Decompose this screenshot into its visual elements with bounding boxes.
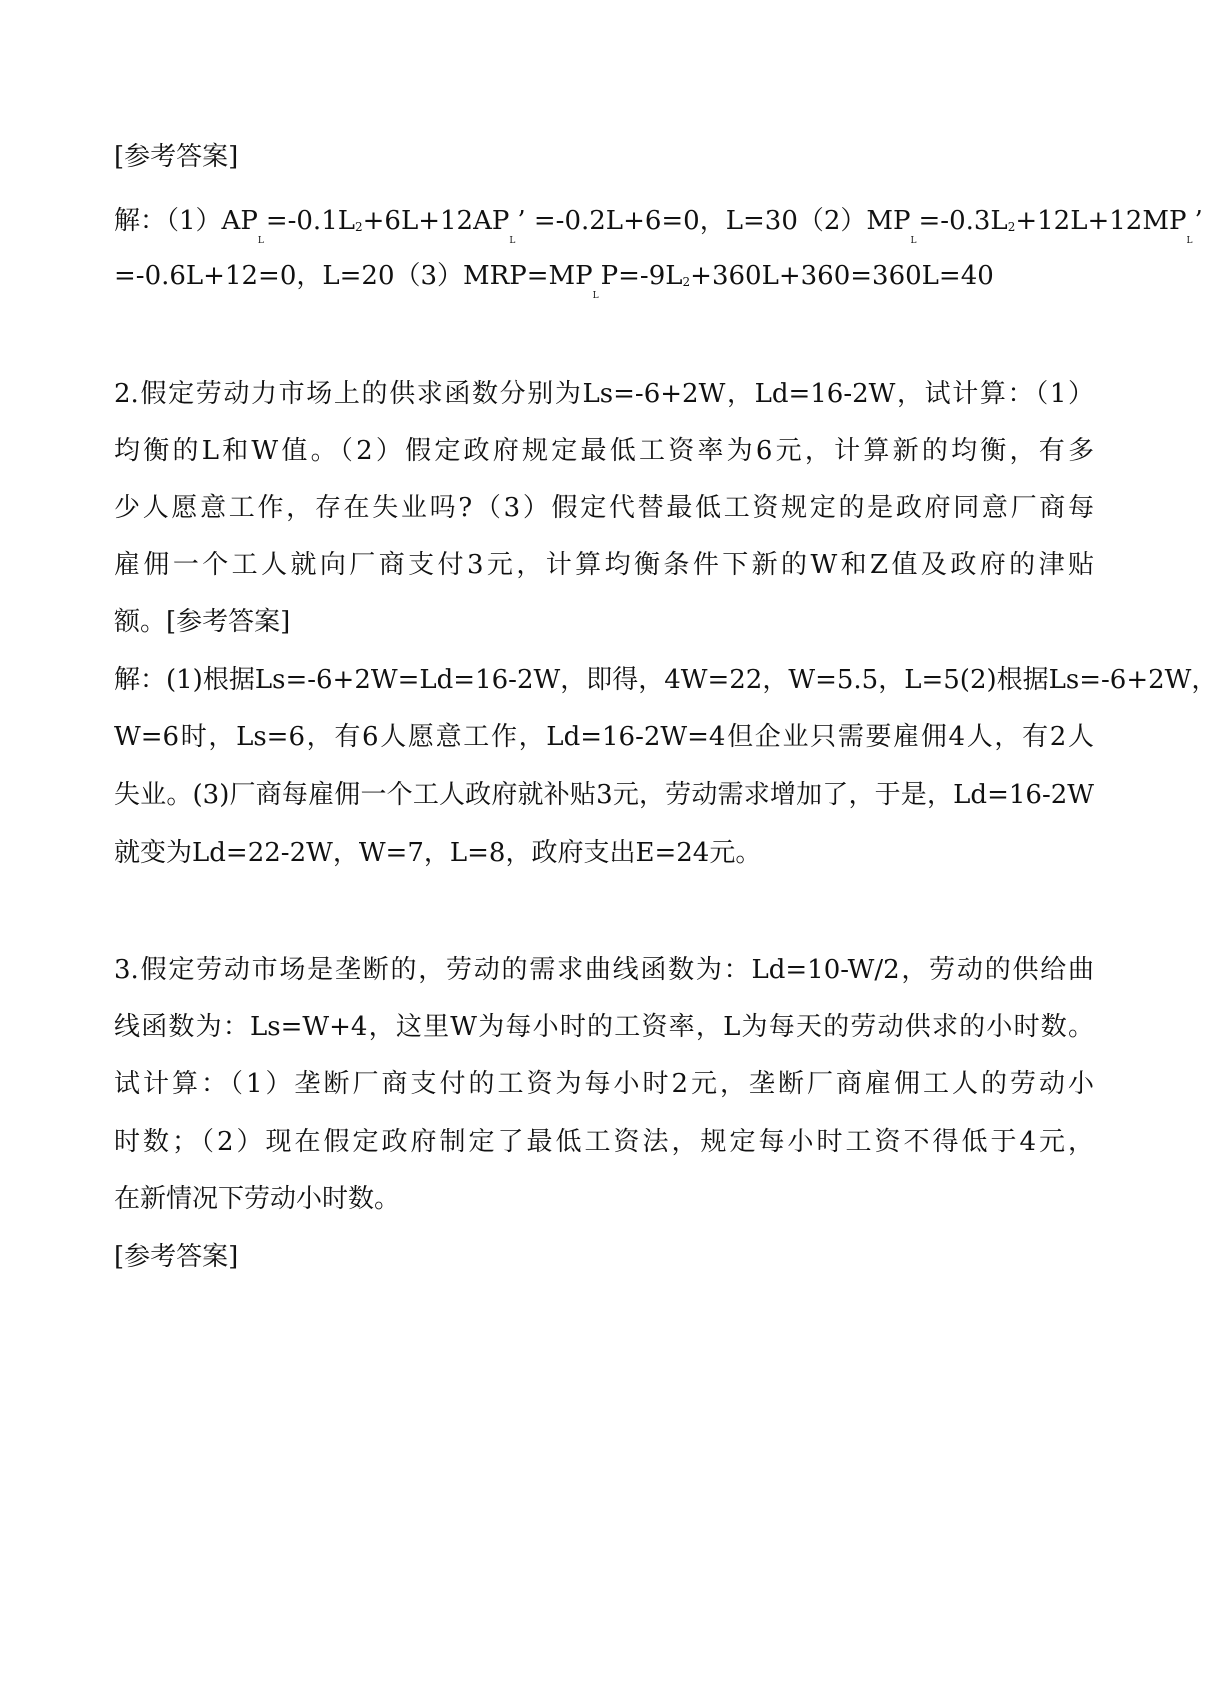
- answer-2-line-4: 就变为Ld=22-2W，W=7，L=8，政府支出E=24元。: [114, 838, 762, 868]
- question-2-line-5: 额。[参考答案]: [114, 607, 291, 637]
- answer-2-line-2: W=6时，Ls=6，有6人愿意工作，Ld=16-2W=4但企业只需要雇佣4人，有2人: [114, 722, 1094, 752]
- question-3-line-3: 试计算：（1）垄断厂商支付的工资为每小时2元，垄断厂商雇佣工人的劳动小: [114, 1069, 1094, 1099]
- question-3-line-2: 线函数为：Ls=W+4，这里W为每小时的工资率，L为每天的劳动供求的小时数。: [114, 1012, 1094, 1042]
- answer-2-line-3: 失业。(3)厂商每雇佣一个工人政府就补贴3元，劳动需求增加了，于是，Ld=16-2W: [114, 780, 1094, 810]
- answer-1-line-1: 解：$(1)AP_L=-0.1L^2+6L+12AP_L$’ =-0.2L+6=0，$L=30(2)MP_L=-0.3L^2+12L+12MP_L$’: [114, 206, 1203, 246]
- question-3-line-5: 在新情况下劳动小时数。: [114, 1184, 401, 1214]
- answer-heading-3: [参考答案]: [114, 1242, 239, 1272]
- question-3-line-1: 3.假定劳动市场是垄断的，劳动的需求曲线函数为：Ld=10-W/2，劳动的供给曲: [114, 955, 1094, 985]
- answer-2-line-1: 解：(1)根据Ls=-6+2W=Ld=16-2W，即得，4W=22，W=5.5，L=5(2)根据Ls=-6+2W，: [114, 665, 1217, 695]
- question-3-line-4: 时数；（2）现在假定政府制定了最低工资法，规定每小时工资不得低于4元，: [114, 1127, 1094, 1157]
- answer-heading-1: [参考答案]: [114, 142, 239, 172]
- question-2-line-3: 少人愿意工作，存在失业吗?（3）假定代替最低工资规定的是政府同意厂商每: [114, 493, 1094, 523]
- question-2-line-4: 雇佣一个工人就向厂商支付3元，计算均衡条件下新的W和Z值及政府的津贴: [114, 550, 1094, 580]
- answer-1-line-2: =-0.6L+12=0，$L=20(3)MRP=MP_LP=-9L^2+360L+360=360L=40$: [114, 261, 994, 301]
- question-2-line-2: 均衡的L和W值。（2）假定政府规定最低工资率为6元，计算新的均衡，有多: [114, 436, 1094, 466]
- question-2-line-1: 2.假定劳动力市场上的供求函数分别为Ls=-6+2W，Ld=16-2W，试计算：（1）: [114, 379, 1094, 409]
